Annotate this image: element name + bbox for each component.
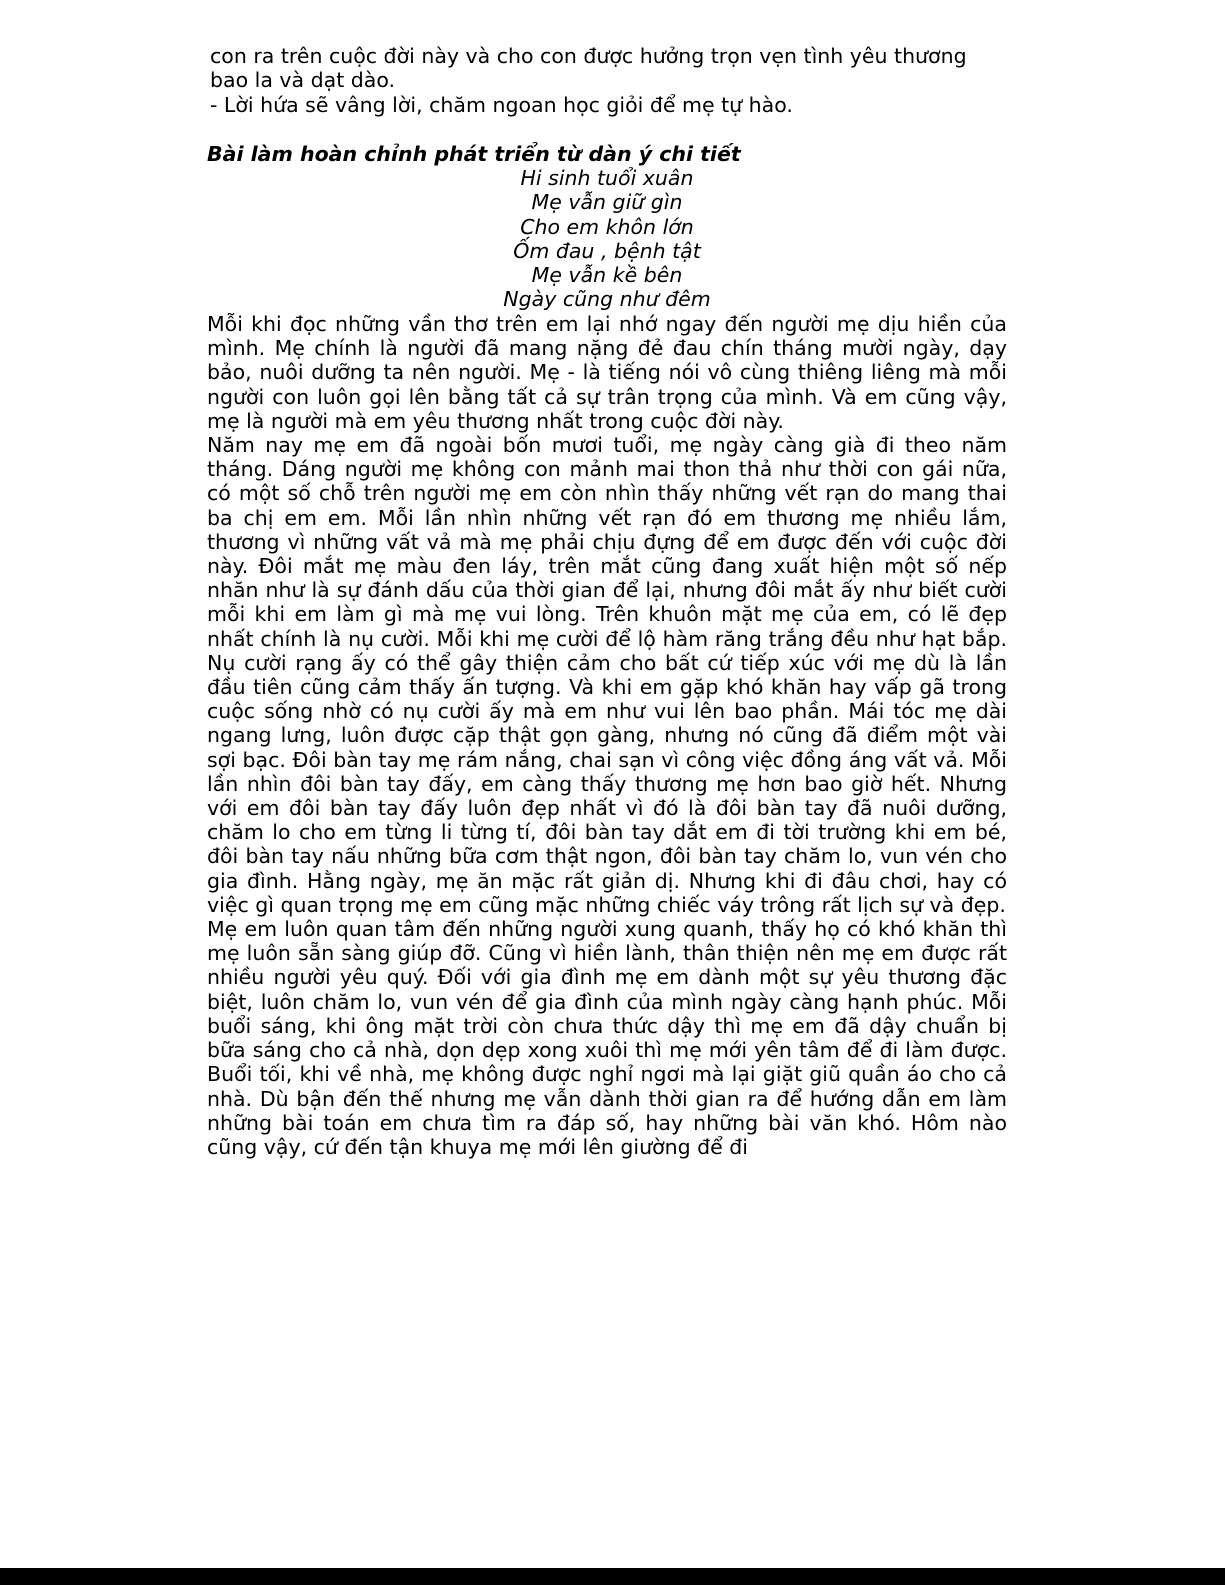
intro-block [210,44,1010,117]
poem-block [207,166,1007,312]
intro-line-2: - Lời hứa sẽ vâng lời, chăm ngoan học giỏi để mẹ tự hào. [210,92,793,117]
paragraph: Mẹ em luôn quan tâm đến những người xung quanh, thấy họ có khó khăn thì mẹ luôn sẵn sàng giúp đỡ. Cũng vì hiền lành, thân thiện nên mẹ em được rất nhiều người yêu quý. Đối với gia đình mẹ em dành một sự yêu thương đặc biệt, luôn chăm lo, vun vén để gia đình của mình ngày càng hạnh phúc. Mỗi buổi sáng, khi ông mặt trời còn chưa thức dậy thì mẹ em đã dậy chuẩn bị bữa sáng cho cả nhà, dọn dẹp xong xuôi thì mẹ mới yên tâm để đi làm được. Buổi tối, khi về nhà, mẹ không được nghỉ ngơi mà lại giặt giũ quần áo cho cả nhà. Dù bận đến thế nhưng mẹ vẫn dành thời gian ra để hướng dẫn em làm những bài toán em chưa tìm ra đáp số, hay những bài văn khó. Hôm nào cũng vậy, cứ đến tận khuya mẹ mới lên giường để đi [207,917,1007,1159]
paragraph: Năm nay mẹ em đã ngoài bốn mươi tuổi, mẹ ngày càng già đi theo năm tháng. Dáng người mẹ không con mảnh mai thon thả như thời con gái nữa, có một số chỗ trên người mẹ em còn nhìn thấy những vết rạn do mang thai ba chị em em. Mỗi lần nhìn những vết rạn đó em thương mẹ nhiều lắm, thương vì những vất vả mà mẹ phải chịu đựng để em được đến với cuộc đời này. Đôi mắt mẹ màu đen láy, trên mắt cũng đang xuất hiện một số nếp nhăn như là sự đánh dấu của thời gian để lại, nhưng đôi mắt ấy như biết cười mỗi khi em làm gì mà mẹ vui lòng. Trên khuôn mặt mẹ của em, có lẽ đẹp nhất chính là nụ cười. Mỗi khi mẹ cười để lộ hàm răng trắng đều như hạt bắp. Nụ cười rạng ấy có thể gây thiện cảm cho bất cứ tiếp xúc với mẹ dù là lần đầu tiên cũng cảm thấy ấn tượng. Và khi em gặp khó khăn hay vấp gã trong cuộc sống nhờ có nụ cười ấy mà em như vui lên bao phần. Mái tóc mẹ dài ngang lưng, luôn được cặp thật gọn gàng, nhưng nó cũng đã điểm một vài sợi bạc. Đôi bàn tay mẹ rám nắng, chai sạn vì công việc đồng áng vất vả. Mỗi lần nhìn đôi bàn tay đấy, em càng thấy thương mẹ hơn bao giờ hết. Nhưng với em đôi bàn tay đấy luôn đẹp nhất vì đó là đôi bàn tay đã nuôi dưỡng, chăm lo cho em từng li từng tí, đôi bàn tay dắt em đi tời trường khi em bé, đôi bàn tay nấu những bữa cơm thật ngon, đôi bàn tay chăm lo, vun vén cho gia đình. Hằng ngày, mẹ ăn mặc rất giản dị. Nhưng khi đi đâu chơi, hay có việc gì quan trọng mẹ em cũng mặc những chiếc váy trông rất lịch sự và đẹp. [207,433,1007,917]
poem-line: Mẹ vẫn giữ gìn [531,190,683,215]
essay-body [207,312,1007,1159]
intro-line-1: con ra trên cuộc đời này và cho con được hưởng trọn vẹn tình yêu thương bao la và dạt dào. [210,44,967,93]
poem-line: Mẹ vẫn kề bên [531,263,683,288]
section-heading: Bài làm hoàn chỉnh phát triển từ dàn ý chi tiết [207,142,741,166]
paragraph: Mỗi khi đọc những vần thơ trên em lại nhớ ngay đến người mẹ dịu hiền của mình. Mẹ chính là người đã mang nặng đẻ đau chín tháng mười ngày, dạy bảo, nuôi dưỡng ta nên người. Mẹ - là tiếng nói vô cùng thiêng liêng mà mỗi người con luôn gọi lên bằng tất cả sự trân trọng của mình. Và em cũng vậy, mẹ là người mà em yêu thương nhất trong cuộc đời này. [207,312,1007,433]
page-bottom-bar [0,1568,1225,1585]
poem-line: Ngày cũng như đêm [503,287,711,312]
poem-line: Hi sinh tuổi xuân [520,166,694,190]
poem-line: Cho em khôn lớn [520,214,694,239]
poem-line: Ốm đau , bệnh tật [513,238,701,263]
